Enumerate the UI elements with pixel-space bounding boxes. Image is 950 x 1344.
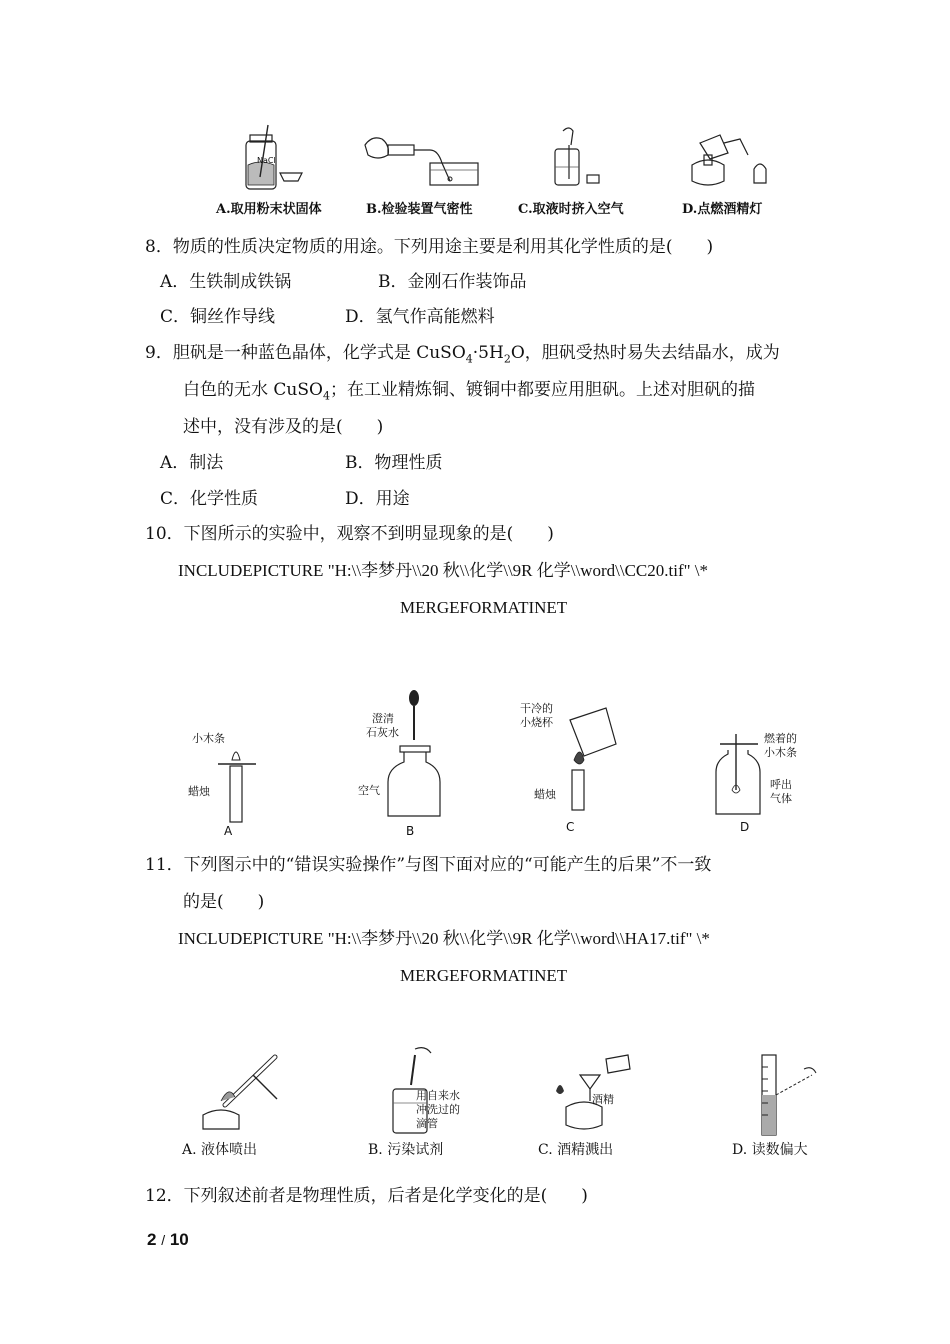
q10-b-caption: B xyxy=(406,824,415,838)
q10-c-caption: C xyxy=(566,820,575,834)
q9-line1-suffix: O，胆矾受热时易失去结晶水，成为 xyxy=(510,343,780,363)
fig-q7 xyxy=(200,120,800,220)
page-number xyxy=(147,1230,189,1250)
q10-a-stick-label: 小木条 xyxy=(192,732,225,745)
q9-stem-line2 xyxy=(183,379,755,407)
q8-option-d: D．氢气作高能燃料 xyxy=(345,307,495,327)
q11-b-note-2: 冲洗过的 xyxy=(416,1103,460,1116)
q11-caption-a: A. 液体喷出 xyxy=(182,1142,258,1158)
heating-tube-icon xyxy=(195,1045,285,1135)
alcohol-lamp-icon xyxy=(680,125,780,195)
nacl-label: NaCl xyxy=(257,156,276,165)
fig7-caption-a: A.取用粉末状固体 xyxy=(216,202,322,217)
q10-b-lime-label-2: 石灰水 xyxy=(366,726,399,739)
q10-c-beaker-label-2: 小烧杯 xyxy=(520,716,553,729)
q10-include-field: INCLUDEPICTURE "H:\\李梦丹\\20 秋\\化学\\9R 化学\\word\\CC20.tif" \* xyxy=(178,561,709,580)
q10-a-candle-label: 蜡烛 xyxy=(188,785,210,798)
q11-include-field: INCLUDEPICTURE "H:\\李梦丹\\20 秋\\化学\\9R 化学\\word\\HA17.tif" \* xyxy=(178,929,710,948)
q9-line1-prefix: 9．胆矾是一种蓝色晶体，化学式是 CuSO xyxy=(145,343,466,363)
cylinder-reading-icon xyxy=(750,1045,820,1137)
q11-caption-b: B. 污染试剂 xyxy=(368,1142,444,1158)
powder-bottle-icon xyxy=(240,125,320,195)
q10-d-gas-label-2: 气体 xyxy=(770,792,792,805)
q11-stem-line1: 11．下列图示中的“错误实验操作”与图下面对应的“可能产生的后果”不一致 xyxy=(145,855,712,875)
fig-q11 xyxy=(180,1045,830,1165)
page-current: 2 xyxy=(147,1230,157,1249)
beaker-candle-icon xyxy=(550,700,630,820)
q8-option-b: B．金刚石作装饰品 xyxy=(378,272,527,292)
q10-mergeformat: MERGEFORMATINET xyxy=(400,598,568,617)
q10-c-beaker-label-1: 干冷的 xyxy=(520,702,553,715)
q9-option-c: C．化学性质 xyxy=(160,489,259,509)
q11-caption-d: D. 读数偏大 xyxy=(732,1142,808,1158)
dropper-bottle-icon xyxy=(545,125,615,195)
q10-stem: 10．下图所示的实验中，观察不到明显现象的是( ) xyxy=(145,524,554,544)
q9-option-a: A．制法 xyxy=(160,453,224,473)
q9-option-d: D．用途 xyxy=(345,489,410,509)
q8-option-a: A．生铁制成铁锅 xyxy=(160,272,292,292)
q11-stem-line2: 的是( ) xyxy=(183,892,265,912)
q8-option-c: C．铜丝作导线 xyxy=(160,307,276,327)
q10-c-candle-label: 蜡烛 xyxy=(534,788,556,801)
q11-caption-c: C. 酒精溅出 xyxy=(538,1142,614,1158)
airtightness-setup-icon xyxy=(360,125,480,195)
q9-line2-suffix: ；在工业精炼铜、镀铜中都要应用胆矾。上述对胆矾的描 xyxy=(329,380,755,400)
fig7-caption-b: B.检验装置气密性 xyxy=(366,202,473,217)
q11-b-note-3: 滴管 xyxy=(416,1117,438,1130)
q8-stem: 8．物质的性质决定物质的用途。下列用途主要是利用其化学性质的是( ) xyxy=(145,237,714,257)
q9-option-b: B．物理性质 xyxy=(345,453,443,473)
fig7-caption-d: D.点燃酒精灯 xyxy=(682,202,763,217)
alcohol-refill-icon xyxy=(550,1045,640,1135)
q12-stem: 12．下列叙述前者是物理性质，后者是化学变化的是( ) xyxy=(145,1186,588,1206)
q11-c-note: 酒精 xyxy=(592,1093,614,1106)
q10-b-air-label: 空气 xyxy=(358,784,380,797)
q10-d-gas-label-1: 呼出 xyxy=(770,778,792,791)
q9-stem-line1 xyxy=(145,342,780,370)
q9-stem-line3: 述中，没有涉及的是( ) xyxy=(183,417,384,437)
page-total: 10 xyxy=(169,1230,189,1249)
q11-mergeformat: MERGEFORMATINET xyxy=(400,966,568,985)
fig7-caption-c: C.取液时挤入空气 xyxy=(518,202,624,217)
q9-line1-sub2: 2 xyxy=(503,352,511,366)
q10-d-stick-label-1: 燃着的 xyxy=(764,732,797,745)
q10-b-lime-label-1: 澄清 xyxy=(372,712,394,725)
q9-line1-mid: ·5H xyxy=(472,343,504,363)
fig-q10 xyxy=(180,690,820,840)
q10-d-stick-label-2: 小木条 xyxy=(764,746,797,759)
q9-line2-sub: 4 xyxy=(322,389,330,403)
exhaled-gas-bottle-icon xyxy=(710,730,770,830)
q10-a-caption: A xyxy=(224,824,233,838)
q9-line2-prefix: 白色的无水 CuSO xyxy=(183,380,323,400)
q9-line1-sub4: 4 xyxy=(465,352,473,366)
page-separator: / xyxy=(161,1232,166,1248)
q11-b-note-1: 用自来水 xyxy=(416,1089,460,1102)
q10-d-caption: D xyxy=(740,820,750,834)
